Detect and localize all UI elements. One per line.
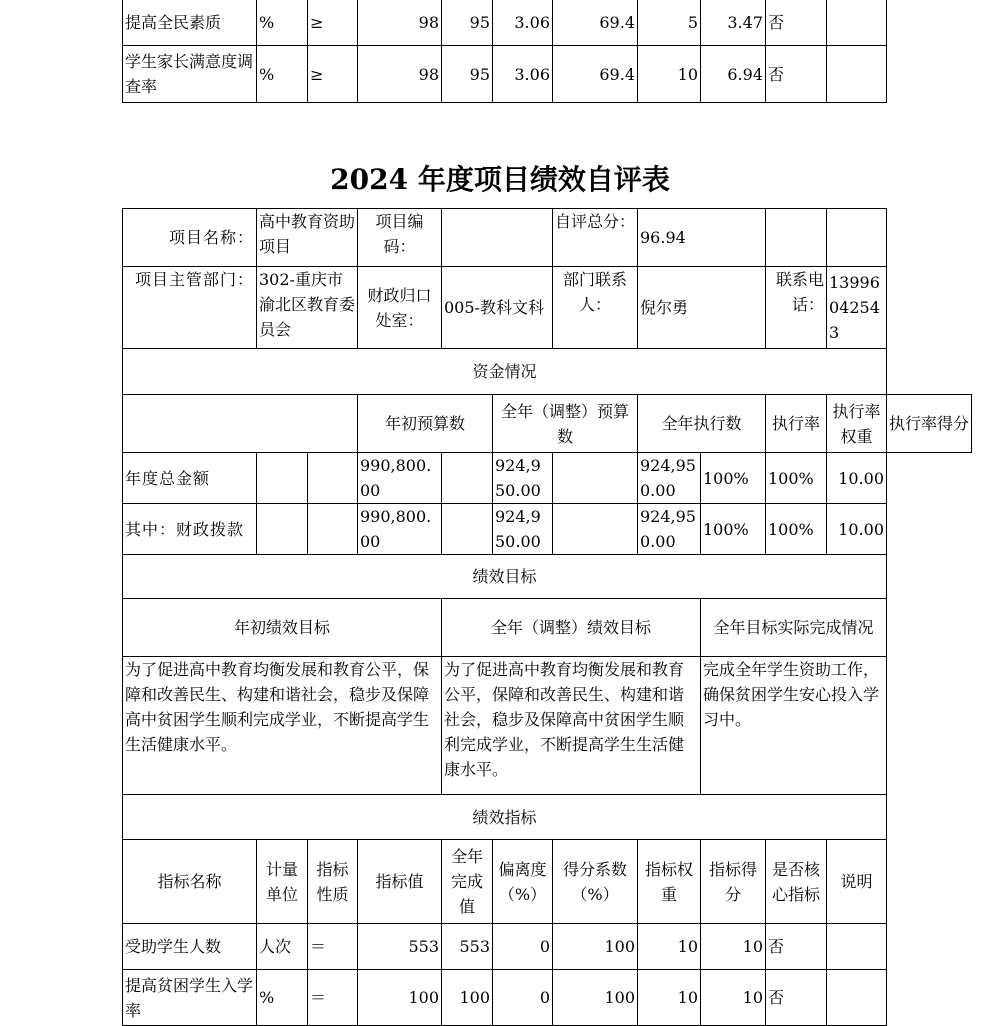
contact-label: 部门联系人： [553,267,638,349]
page-title: 2024 年度项目绩效自评表 [330,163,670,196]
project-code-value [442,209,553,267]
indicator-unit: % [257,970,308,1026]
indicators-header-row [123,840,972,924]
adjusted-budget-value: 924,950.00 [493,504,553,555]
adjusted-budget-header: 全年（调整）预算数 [493,395,638,453]
execution-rate-header: 执行率 [766,395,827,453]
empty-cell [257,453,308,504]
section-header-row [123,349,972,395]
project-info-row [123,267,972,349]
core-header: 是否核心指标 [766,840,827,924]
indicator-score: 3.47 [701,0,766,46]
indicator-note [827,924,887,970]
rate-weight-header: 执行率权重 [827,395,887,453]
indicator-name: 提高全民素质 [123,0,257,46]
executed-header: 全年执行数 [638,395,766,453]
empty-cell [442,504,493,555]
project-info-row [123,209,972,267]
phone-value: 13996042543 [827,267,887,349]
indicator-note [827,970,887,1026]
indicator-weight: 10 [638,46,701,103]
indicator-actual: 95 [442,0,493,46]
note-header: 说明 [827,840,887,924]
adjusted-goal-text: 为了促进高中教育均衡发展和教育公平，保障和改善民生、构建和谐社会，稳步及保障高中贫困学生顺利完成学业，不断提高学生生活健康水平。 [442,657,701,795]
indicator-score: 6.94 [701,46,766,103]
indicator-core: 否 [766,970,827,1026]
indicator-core: 否 [766,0,827,46]
self-score-label: 自评总分： [553,209,638,267]
indicator-deviation: 0 [493,970,553,1026]
indicator-deviation: 0 [493,924,553,970]
funds-row [123,453,972,504]
table-row [123,0,887,46]
indicator-weight: 10 [638,924,701,970]
initial-goal-text: 为了促进高中教育均衡发展和教育公平，保障和改善民生、构建和谐社会，稳步及保障高中贫困学生顺利完成学业，不断提高学生生活健康水平。 [123,657,442,795]
empty-cell [442,453,493,504]
indicator-actual: 95 [442,46,493,103]
adjusted-goal-header: 全年（调整）绩效目标 [442,599,701,657]
indicator-actual: 100 [442,970,493,1026]
table-row [123,970,972,1026]
weight-header: 指标权重 [638,840,701,924]
empty-cell [308,453,358,504]
indicator-deviation: 3.06 [493,46,553,103]
indicator-unit: 人次 [257,924,308,970]
funds-section-title: 资金情况 [123,349,887,395]
goals-content-row [123,657,972,795]
initial-budget-value: 990,800.00 [358,504,442,555]
evaluation-table [122,208,972,1026]
actual-header: 全年完成值 [442,840,493,924]
deviation-header: 偏离度（%） [493,840,553,924]
rate-weight-value: 100% [766,453,827,504]
previous-indicators-table [122,0,887,103]
indicator-coef: 69.4 [553,0,638,46]
indicator-name-header: 指标名称 [123,840,257,924]
indicator-score: 10 [701,970,766,1026]
nature-header: 指标性质 [308,840,358,924]
project-code-label: 项目编码： [358,209,442,267]
indicator-weight: 5 [638,0,701,46]
funds-row-label: 其中：财政拨款 [123,504,257,555]
initial-goal-header: 年初绩效目标 [123,599,442,657]
adjusted-budget-value: 924,950.00 [493,453,553,504]
empty-cell [553,453,638,504]
dept-label: 项目主管部门： [123,267,257,349]
indicator-weight: 10 [638,970,701,1026]
rate-score-value: 10.00 [827,504,887,555]
funds-header-row [123,395,972,453]
section-header-row [123,555,972,599]
goals-header-row [123,599,972,657]
indicator-note [827,0,887,46]
indicator-unit: % [257,0,308,46]
empty-cell [553,504,638,555]
empty-cell [257,504,308,555]
indicator-score: 10 [701,924,766,970]
score-header: 指标得分 [701,840,766,924]
finance-office-value: 005-教科文科 [442,267,553,349]
actual-completion-text: 完成全年学生资助工作，确保贫困学生安心投入学习中。 [701,657,887,795]
executed-value: 924,950.00 [638,504,701,555]
execution-rate-value: 100% [701,504,766,555]
rate-score-value: 10.00 [827,453,887,504]
indicators-section-title: 绩效指标 [123,795,887,840]
table-row [123,46,887,103]
rate-weight-value: 100% [766,504,827,555]
rate-score-header: 执行率得分 [887,395,972,453]
indicator-coef: 69.4 [553,46,638,103]
indicator-actual: 553 [442,924,493,970]
indicator-nature: ＝ [308,924,358,970]
funds-row [123,504,972,555]
indicator-core: 否 [766,46,827,103]
dept-value: 302-重庆市渝北区教育委员会 [257,267,358,349]
project-name-value: 高中教育资助项目 [257,209,358,267]
project-name-label: 项目名称： [123,209,257,267]
self-score-value: 96.94 [638,209,766,267]
indicator-deviation: 3.06 [493,0,553,46]
section-header-row [123,795,972,840]
indicator-coef: 100 [553,970,638,1026]
indicator-note [827,46,887,103]
indicator-name: 提高贫困学生入学率 [123,970,257,1026]
execution-rate-value: 100% [701,453,766,504]
target-header: 指标值 [358,840,442,924]
indicator-nature: ≥ [308,0,358,46]
finance-office-label: 财政归口处室： [358,267,442,349]
contact-value: 倪尔勇 [638,267,766,349]
goals-section-title: 绩效目标 [123,555,887,599]
empty-cell [827,209,887,267]
funds-row-label: 年度总金额 [123,453,257,504]
indicator-unit: % [257,46,308,103]
indicator-name: 受助学生人数 [123,924,257,970]
indicator-coef: 100 [553,924,638,970]
empty-cell [123,395,358,453]
indicator-target: 98 [358,0,442,46]
executed-value: 924,950.00 [638,453,701,504]
phone-label: 联系电话： [766,267,827,349]
indicator-core: 否 [766,924,827,970]
initial-budget-value: 990,800.00 [358,453,442,504]
indicator-nature: ≥ [308,46,358,103]
indicator-target: 98 [358,46,442,103]
unit-header: 计量单位 [257,840,308,924]
table-row [123,924,972,970]
indicator-nature: ＝ [308,970,358,1026]
indicator-target: 100 [358,970,442,1026]
initial-budget-header: 年初预算数 [358,395,493,453]
actual-completion-header: 全年目标实际完成情况 [701,599,887,657]
coef-header: 得分系数（%） [553,840,638,924]
empty-cell [766,209,827,267]
indicator-target: 553 [358,924,442,970]
indicator-name: 学生家长满意度调查率 [123,46,257,103]
empty-cell [308,504,358,555]
